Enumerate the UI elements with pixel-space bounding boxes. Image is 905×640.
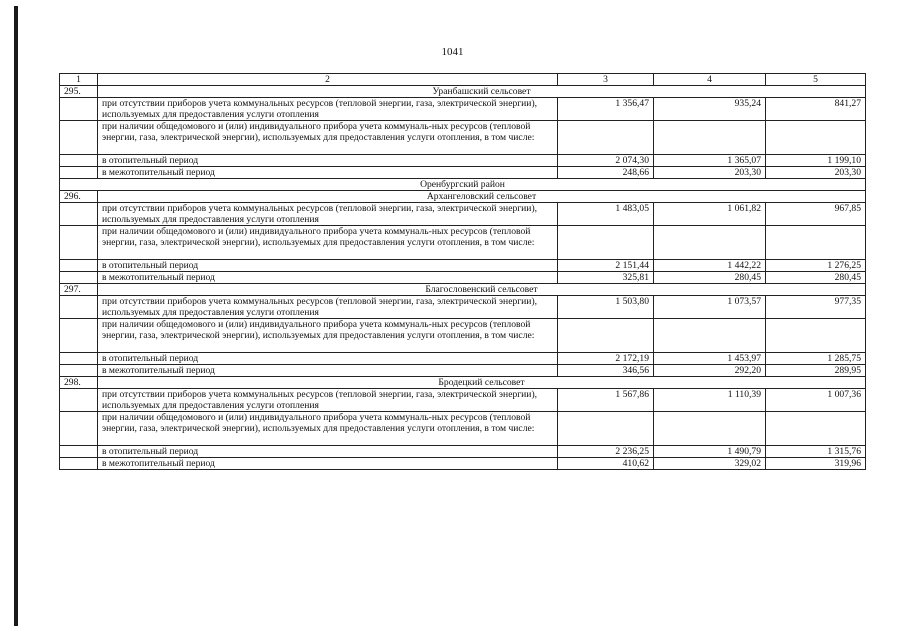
empty-cell (558, 121, 654, 155)
empty-cell (60, 412, 98, 446)
description-cell: при отсутствии приборов учета коммунальных ресурсов (тепловой энергии, газа, электрической энергии), используемых для предоставления услуги отопления (98, 203, 558, 226)
value-col-3: 1 483,05 (558, 203, 654, 226)
empty-cell (60, 296, 98, 319)
empty-cell (60, 365, 98, 377)
settlement-name: Благословенский сельсовет (98, 284, 866, 296)
value-col-5: 1 285,75 (766, 353, 866, 365)
value-col-5: 1 007,36 (766, 389, 866, 412)
empty-cell (558, 319, 654, 353)
value-col-4: 292,20 (654, 365, 766, 377)
empty-cell (60, 203, 98, 226)
description-cell: при отсутствии приборов учета коммунальных ресурсов (тепловой энергии, газа, электрической энергии), используемых для предоставления услуги отопления (98, 389, 558, 412)
settlement-row (60, 191, 866, 203)
value-col-3: 2 074,30 (558, 155, 654, 167)
empty-cell (766, 226, 866, 260)
value-col-5: 289,95 (766, 365, 866, 377)
value-col-4: 203,30 (654, 167, 766, 179)
empty-cell (60, 226, 98, 260)
row-number: 298. (60, 377, 98, 389)
description-cell: в отопительный период (98, 260, 558, 272)
value-col-5: 841,27 (766, 98, 866, 121)
empty-cell (60, 167, 98, 179)
row-number: 297. (60, 284, 98, 296)
value-col-5: 1 276,25 (766, 260, 866, 272)
value-col-4: 280,45 (654, 272, 766, 284)
description-cell: при наличии общедомового и (или) индивидуального прибора учета коммуналь-ных ресурсов (тепловой энергии, газа, электрической энергии), используемых для предоставления услуги отопления, в том числе: (98, 121, 558, 155)
empty-cell (60, 389, 98, 412)
column-header-2: 2 (98, 74, 558, 86)
empty-cell (60, 353, 98, 365)
description-cell: при наличии общедомового и (или) индивидуального прибора учета коммуналь-ных ресурсов (тепловой энергии, газа, электрической энергии), используемых для предоставления услуги отопления, в том числе: (98, 226, 558, 260)
column-header-3: 3 (558, 74, 654, 86)
empty-cell (654, 412, 766, 446)
empty-cell (60, 260, 98, 272)
column-header-5: 5 (766, 74, 866, 86)
settlement-name: Архангеловский сельсовет (98, 191, 866, 203)
description-cell: в межотопительный период (98, 272, 558, 284)
table-row (60, 446, 866, 458)
value-col-5: 1 199,10 (766, 155, 866, 167)
column-header-1: 1 (60, 74, 98, 86)
empty-cell (558, 226, 654, 260)
description-cell: в межотопительный период (98, 458, 558, 470)
value-col-3: 325,81 (558, 272, 654, 284)
value-col-4: 1 073,57 (654, 296, 766, 319)
settlement-row (60, 284, 866, 296)
table-row (60, 98, 866, 121)
description-cell: при отсутствии приборов учета коммунальных ресурсов (тепловой энергии, газа, электрической энергии), используемых для предоставления услуги отопления (98, 296, 558, 319)
settlement-row (60, 86, 866, 98)
description-cell: при отсутствии приборов учета коммунальных ресурсов (тепловой энергии, газа, электрической энергии), используемых для предоставления услуги отопления (98, 98, 558, 121)
settlement-row (60, 377, 866, 389)
value-col-5: 319,96 (766, 458, 866, 470)
value-col-5: 967,85 (766, 203, 866, 226)
description-cell: при наличии общедомового и (или) индивидуального прибора учета коммуналь-ных ресурсов (тепловой энергии, газа, электрической энергии), используемых для предоставления услуги отопления, в том числе: (98, 319, 558, 353)
tariff-table (59, 73, 866, 470)
value-col-4: 1 453,97 (654, 353, 766, 365)
empty-cell (654, 226, 766, 260)
scan-edge-mark (14, 6, 18, 626)
description-cell: в межотопительный период (98, 167, 558, 179)
table-row (60, 121, 866, 155)
value-col-3: 2 172,19 (558, 353, 654, 365)
page-number: 1041 (441, 46, 464, 58)
empty-cell (60, 121, 98, 155)
table-row (60, 203, 866, 226)
empty-cell (60, 458, 98, 470)
value-col-3: 346,56 (558, 365, 654, 377)
value-col-5: 280,45 (766, 272, 866, 284)
empty-cell (60, 319, 98, 353)
description-cell: в отопительный период (98, 446, 558, 458)
settlement-name: Бродецкий сельсовет (98, 377, 866, 389)
value-col-4: 1 110,39 (654, 389, 766, 412)
description-cell: в межотопительный период (98, 365, 558, 377)
table-row (60, 260, 866, 272)
value-col-5: 977,35 (766, 296, 866, 319)
value-col-4: 329,02 (654, 458, 766, 470)
column-header-4: 4 (654, 74, 766, 86)
table-row (60, 412, 866, 446)
empty-cell (60, 98, 98, 121)
table-header-row (60, 74, 866, 86)
table-row (60, 458, 866, 470)
empty-cell (766, 412, 866, 446)
empty-cell (654, 319, 766, 353)
value-col-3: 410,62 (558, 458, 654, 470)
description-cell: в отопительный период (98, 155, 558, 167)
region-row (60, 179, 866, 191)
table-row (60, 365, 866, 377)
settlement-name: Уранбашский сельсовет (98, 86, 866, 98)
value-col-3: 1 503,80 (558, 296, 654, 319)
description-cell: при наличии общедомового и (или) индивидуального прибора учета коммуналь-ных ресурсов (тепловой энергии, газа, электрической энергии), используемых для предоставления услуги отопления, в том числе: (98, 412, 558, 446)
value-col-3: 1 356,47 (558, 98, 654, 121)
table-row (60, 167, 866, 179)
value-col-4: 1 061,82 (654, 203, 766, 226)
value-col-3: 2 151,44 (558, 260, 654, 272)
value-col-4: 1 490,79 (654, 446, 766, 458)
value-col-4: 1 442,22 (654, 260, 766, 272)
row-number: 296. (60, 191, 98, 203)
value-col-5: 203,30 (766, 167, 866, 179)
value-col-4: 1 365,07 (654, 155, 766, 167)
value-col-3: 2 236,25 (558, 446, 654, 458)
value-col-3: 248,66 (558, 167, 654, 179)
empty-cell (60, 272, 98, 284)
table-row (60, 226, 866, 260)
empty-cell (558, 412, 654, 446)
table-row (60, 272, 866, 284)
description-cell: в отопительный период (98, 353, 558, 365)
region-name: Оренбургский район (60, 179, 866, 191)
value-col-4: 935,24 (654, 98, 766, 121)
table-row (60, 353, 866, 365)
empty-cell (60, 446, 98, 458)
empty-cell (766, 121, 866, 155)
table-row (60, 155, 866, 167)
table-row (60, 296, 866, 319)
value-col-5: 1 315,76 (766, 446, 866, 458)
table-row (60, 389, 866, 412)
value-col-3: 1 567,86 (558, 389, 654, 412)
empty-cell (60, 155, 98, 167)
empty-cell (766, 319, 866, 353)
table-row (60, 319, 866, 353)
empty-cell (654, 121, 766, 155)
row-number: 295. (60, 86, 98, 98)
